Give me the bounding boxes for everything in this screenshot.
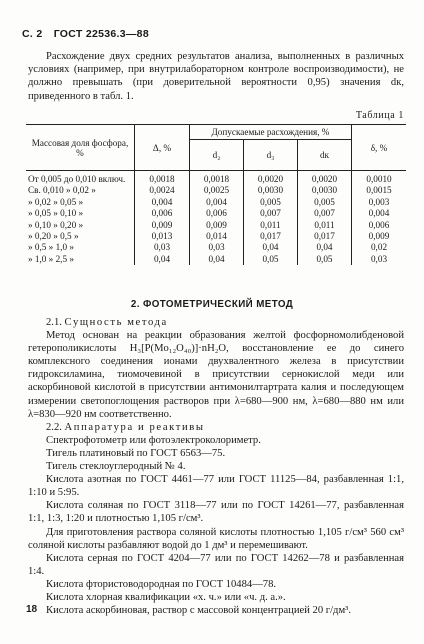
- row-value: 0,009: [190, 220, 244, 231]
- row-value: 0,04: [135, 254, 190, 265]
- row-value: 0,0015: [352, 185, 407, 196]
- col-fraction: Массовая доля фосфора, %: [26, 125, 135, 171]
- item-4: Кислота соляная по ГОСТ 3118—77 или по ГОСТ 14261—77, разбавленная 1:1, 1:3, 1:20 и плотностью 1,105 г/см³.: [28, 500, 404, 525]
- item-9: Кислота аскорбиновая, раствор с массовой концентрацией 20 г/дм³.: [46, 605, 351, 617]
- row-value: 0,005: [297, 197, 351, 208]
- row-value: 0,0030: [243, 185, 297, 196]
- tolerance-table: [26, 124, 406, 265]
- row-range: » 0,02 » 0,05 »: [28, 196, 84, 207]
- col-d2: d₂: [190, 140, 244, 171]
- row-value: 0,03: [135, 242, 190, 253]
- row-range: » 0,05 » 0,10 »: [28, 208, 84, 219]
- item-8: Кислота хлорная квалификации «х. ч.» или «ч. д. а.».: [46, 591, 286, 603]
- item-3: Кислота азотная по ГОСТ 4461—77 или ГОСТ 11125—84, разбавленная 1:1, 1:10 и 5:95.: [28, 474, 404, 499]
- col-group: Допускаемые расхождения, %: [190, 125, 352, 140]
- row-value: 0,02: [352, 242, 407, 253]
- table-row: [26, 220, 406, 231]
- col-sigma: δ, %: [352, 125, 407, 171]
- row-value: 0,004: [190, 197, 244, 208]
- table-row: [26, 185, 406, 196]
- subsection-2-2-heading: [28, 421, 404, 434]
- row-value: 0,0018: [190, 171, 244, 186]
- row-range: » 0,10 » 0,20 »: [28, 219, 84, 230]
- row-value: 0,011: [297, 220, 351, 231]
- row-value: 0,004: [135, 197, 190, 208]
- page-header: [22, 28, 157, 40]
- col-dk: dк: [297, 140, 351, 171]
- row-value: 0,04: [243, 242, 297, 253]
- row-value: 0,007: [297, 208, 351, 219]
- col-delta: Δ, %: [135, 125, 190, 171]
- standard-number: ГОСТ 22536.3—88: [53, 28, 149, 40]
- row-value: 0,009: [135, 220, 190, 231]
- subsection-title: Сущность метода: [64, 317, 168, 328]
- row-value: 0,0020: [297, 171, 351, 186]
- row-value: 0,0010: [352, 171, 407, 186]
- method-description: Метод основан на реакции образования желтой фосфорномолибденовой гетерополикислоты H₃[P(Mo₁₂O₄₀)]·nH₂O, восстановление ее до синего комплексного соединения ионами двухвалентного железа в присутствии гидроксиламина, тиомочевиной в присутствии сернокислой меди или аскорбиновой кислотой в присутствии антимонилтартрата калия и последующем измерении светопоглощения растворов при λ=680—900 нм, λ=680—880 нм или λ=830—920 нм соответственно.: [28, 330, 404, 420]
- row-range: » 0,20 » 0,5 »: [28, 231, 79, 242]
- row-value: 0,009: [352, 231, 407, 242]
- row-value: 0,0024: [135, 185, 190, 196]
- row-value: 0,003: [352, 197, 407, 208]
- row-value: 0,006: [135, 208, 190, 219]
- page-number: 18: [26, 604, 38, 615]
- row-value: 0,0020: [243, 171, 297, 186]
- col-d3: d₃: [243, 140, 297, 171]
- page-column: С. 2: [22, 28, 43, 40]
- table-row: [26, 171, 406, 186]
- subsection-title: Аппаратура и реактивы: [64, 421, 205, 433]
- table-caption: Таблица 1: [355, 110, 404, 121]
- row-value: 0,0025: [190, 185, 244, 196]
- row-value: 0,004: [352, 208, 407, 219]
- row-value: 0,0030: [297, 185, 351, 196]
- subsection-number: 2.2.: [46, 421, 62, 433]
- row-value: 0,05: [243, 254, 297, 265]
- row-value: 0,017: [297, 231, 351, 242]
- item-7: Кислота фтористоводородная по ГОСТ 10484—78.: [46, 578, 277, 590]
- row-value: 0,013: [135, 231, 190, 242]
- row-value: 0,04: [190, 254, 244, 265]
- row-value: 0,005: [243, 197, 297, 208]
- row-value: 0,017: [243, 231, 297, 242]
- section-body: [28, 316, 404, 617]
- item-5: Для приготовления раствора соляной кислоты плотностью 1,105 г/см³ 560 см³ соляной кислоты разбавляют водой до 1 дм³ и перемешивают.: [28, 526, 404, 551]
- row-range: » 0,5 » 1,0 »: [28, 242, 74, 253]
- intro-text: Расхождение двух средних результатов анализа, выполненных в различных условиях (например, при внутрилабораторном контроле воспроизводимости), не должно превышать (при доверительной вероятности 0,95) значения dк, приведенного в табл. 1.: [28, 51, 404, 102]
- item-6: Кислота серная по ГОСТ 4204—77 или по ГОСТ 14262—78 и разбавленная 1:4.: [28, 552, 404, 577]
- row-value: 0,03: [352, 254, 407, 265]
- row-range: От 0,005 до 0,010 включ.: [28, 174, 126, 184]
- table-row: [26, 242, 406, 253]
- section-title: 2. ФОТОМЕТРИЧЕСКИЙ МЕТОД: [130, 299, 294, 310]
- row-value: 0,014: [190, 231, 244, 242]
- item-1: Тигель платиновый по ГОСТ 6563—75.: [46, 447, 226, 459]
- row-range: Св. 0,010 » 0,02 »: [28, 185, 96, 196]
- row-value: 0,011: [243, 220, 297, 231]
- row-value: 0,006: [190, 208, 244, 219]
- row-value: 0,007: [243, 208, 297, 219]
- row-range: » 1,0 » 2,5 »: [28, 253, 74, 264]
- row-value: 0,0018: [135, 171, 190, 186]
- row-value: 0,03: [190, 242, 244, 253]
- row-value: 0,05: [297, 254, 351, 265]
- subsection-2-1-heading: [28, 316, 404, 329]
- table-row: [26, 231, 406, 242]
- intro-paragraph: [28, 50, 404, 103]
- row-value: 0,04: [297, 242, 351, 253]
- table-row: [26, 208, 406, 219]
- table-row: [26, 197, 406, 208]
- item-2: Тигель стеклоуглеродный № 4.: [46, 461, 186, 473]
- item-0: Спектрофотометр или фотоэлектроколориметр.: [46, 434, 261, 446]
- subsection-number: 2.1.: [46, 317, 62, 328]
- table-row: [26, 254, 406, 265]
- row-value: 0,006: [352, 220, 407, 231]
